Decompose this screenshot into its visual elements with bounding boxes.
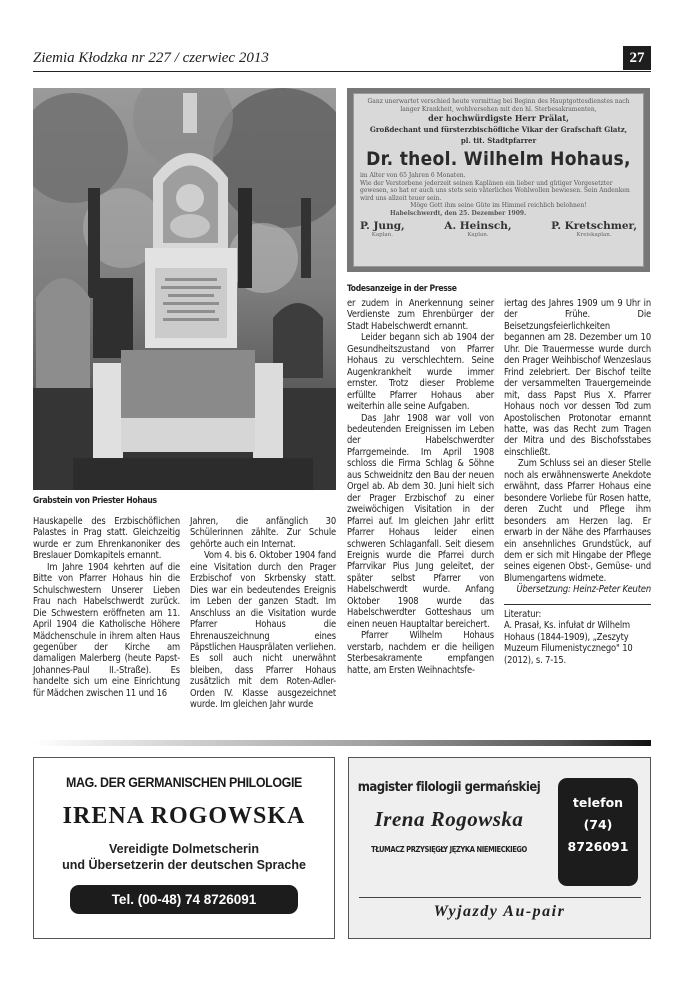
signature: A. Heinsch, Kaplan. — [444, 220, 512, 238]
ad-german-name: IRENA ROGOWSKA — [62, 803, 306, 829]
paragraph: Zum Schluss sei an dieser Stelle noch als erwähnenswerte Anekdote erwähnt, dass Pfarrer Hohaus eine besondere Vorliebe für Rosen hatte, deren Zucht und Pflege ihm besonders am Herzen lag. Er erwarb in der Nähe des Pfarrhauses ein ansehnliches Grundstück, auf dem er sich mit Hingabe der Pflege seines eigenen Obst-, Gemüse- und Blumengartens widmete. — [504, 458, 651, 584]
clipping-prayer: Möge Gott ihm seine Güte im Himmel reichlich belohnen! — [410, 202, 587, 209]
literature-divider — [504, 604, 651, 605]
article-column-4 — [504, 298, 651, 666]
clipping-intro: Ganz unerwartet verschied heute vormittag bei Beginn des Hauptgottesdienstes nach langer Krankheit, wohlversehen mit den hl. Sterbesakramenten, — [367, 98, 630, 113]
page-number: 27 — [623, 46, 651, 70]
ad-polish-footer: Wyjazdy Au-pair — [433, 903, 566, 920]
clipping-name: Dr. theol. Wilhelm Hohaus, — [366, 148, 631, 170]
ad-german-phone: Tel. (00-48) 74 8726091 — [70, 885, 298, 914]
paragraph: Jahren, die anfänglich 30 Schülerinnen zählte. Zur Schule gehörte auch ein Internat. — [190, 516, 336, 550]
ad-german-description: Vereidigte Dolmetscherin und Übersetzerin der deutschen Sprache — [62, 842, 306, 872]
ad-polish-title: magister filologii germańskiej — [357, 780, 541, 795]
translation-credit: Übersetzung: Heinz-Peter Keuten — [516, 584, 651, 596]
clipping-signatures — [360, 220, 637, 238]
article-column-3 — [347, 298, 494, 676]
paragraph: Im Jahre 1904 kehrten auf die Bitte von Pfarrer Hohaus hin die Schulschwestern Unserer Lieben Frau nach Habelschwerdt zurück. Die Schwestern eröffneten am 11. April 1904 die Katholische Höhere Mädchenschule in ihrem alten Haus gegenüber der Kirche am damaligen Malerberg (heute Papst-Johannes-Paul II.-Straße). Es handelte sich um eine Einrichtung für Mädchen zwischen 11 und 16 — [33, 561, 180, 699]
advertisement-german — [33, 757, 335, 939]
photo-caption: Grabstein von Priester Hohaus — [33, 496, 157, 506]
clipping-line1: der hochwürdigste Herr Prälat, — [428, 113, 569, 123]
paragraph: er zudem in Anerkennung seiner Verdienste zum Ehrenbürger der Stadt Habelschwerdt ernannt. — [347, 298, 494, 332]
clipping-place-date: Habelschwerdt, den 25. Dezember 1909. — [390, 209, 527, 217]
article-column-1 — [33, 516, 180, 699]
clipping-caption: Todesanzeige in der Presse — [347, 284, 457, 294]
paragraph: Pfarrer Wilhelm Hohaus verstarb, nachdem er die heiligen Sterbesakramente empfangen hatte, am Ersten Weihnachtsfe- — [347, 630, 494, 676]
gravestone-image — [33, 88, 336, 490]
ad-polish-subtitle: TŁUMACZ PRZYSIĘGŁY JĘZYKA NIEMIECKIEGO — [371, 845, 527, 854]
clipping-line2: Großdechant und fürsterzbischöfliche Vikar der Grafschaft Glatz, — [369, 125, 628, 134]
ad-polish-phone-box — [558, 778, 638, 886]
signature: P. Jung, Kaplan. — [360, 220, 405, 238]
gravestone-photo — [33, 88, 336, 490]
paragraph: Das Jahr 1908 war voll von bedeutenden Ereignissen im Leben der Habelschwerdter Pfarrgemeinde. Im April 1908 schloss die Firma Schlag & Söhne aus Schweidnitz den Bau der neuen Orgel ab. Ab dem 30. Juni hielt sich der Prager Erzbischof zu einer zweiwöchigen Visitation in der Pfarrei auf. Im gleichen Jahr erlitt Pfarrer Hohaus leider einen schweren Schlaganfall. Seit diesem Ereignis wurde die Pfarrei durch Pfarrvikar Pius Jung geleitet, der später selbst Pfarrer von Habelschwerdt wurde. Anfang Oktober 1908 wurde das Habelschwerdter Gotteshaus um einen neuen Hauptaltar bereichert. — [347, 412, 494, 630]
clipping-age: im Alter von 65 Jahren 6 Monaten. — [360, 172, 466, 179]
literature-reference: A. Prasał, Ks. infułat dr Wilhelm Hohaus (1844-1909), „Zeszyty Muzeum Filumenistycznego" 10 (2012), s. 7-15. — [504, 620, 633, 666]
phone-label: telefon — [572, 795, 624, 810]
phone-area-code: (74) — [583, 817, 613, 832]
ad-polish-text-block — [349, 758, 549, 854]
death-notice-clipping — [347, 88, 650, 272]
clipping-body: Wie der Verstorbene jederzeit seinen Kaplänen ein lieber und gütiger Vorgesetzter gewesen, so hat er auch uns stets sein väterliches Wohlwollen bewiesen. Sein Andenken wird uns allzeit teuer sein. — [360, 179, 630, 202]
article-column-2 — [190, 516, 336, 711]
signature: P. Kretschmer, Kreiskaplan. — [551, 220, 637, 238]
paragraph: Hauskapelle des Erzbischöflichen Palastes in Prag statt. Gleichzeitig wurde er zum Ehrenkanoniker des Breslauer Domkapitels ernannt. — [33, 516, 180, 562]
ad-polish-name: Irena Rogowska — [374, 807, 524, 831]
paragraph: Leider begann sich ab 1904 der Gesundheitszustand von Pfarrer Hohaus zu verschlechtern. Seine Augenkrankheit wurde immer ernster. Trotz dieser Probleme erfüllte Pfarrer Hohaus aber weiterhin alle seine Aufgaben. — [347, 332, 494, 413]
paragraph: iertag des Jahres 1909 um 9 Uhr in der Frühe. Die Beisetzungsfeierlichkeiten begannen am 28. Dezember um 10 Uhr. Die Trauermesse wurde durch den Prager Weihbischof Wenzeslaus Frind zelebriert. Der Bischof teilte der versammelten Trauergemeinde mit, dass Papst Pius X. Pfarrer Hohaus noch vor dessen Tod zum Apostolischen Protonotar ernannt hatte, was das Recht zum Tragen der Mitra und des Bischofsstabes einschließt. — [504, 298, 651, 458]
paragraph: Vom 4. bis 6. Oktober 1904 fand eine Visitation durch den Prager Erzbischof von Skrbensky statt. Dies war ein bedeutendes Ereignis im Leben der ganzen Stadt. Im Anschluss an die Visitation wurde Pfarrer Hohaus die Ehrenauszeichnung eines Päpstlichen Hausprälaten verliehen. Es soll auch nicht unerwähnt bleiben, dass Pfarrer Hohaus zusätzlich mit dem Roten-Adler-Orden IV. Klasse ausgezeichnet wurde. Im gleichen Jahr wurde — [190, 550, 336, 711]
ad-polish-divider — [359, 897, 641, 898]
literature-label: Literatur: — [504, 608, 542, 620]
section-divider-bar — [33, 740, 651, 746]
page-header — [33, 48, 651, 72]
advertisement-polish — [348, 757, 651, 939]
clipping-line3: pl. tit. Stadtpfarrer — [460, 136, 537, 145]
phone-number: 8726091 — [567, 839, 629, 854]
publication-title: Ziemia Kłodzka nr 227 / czerwiec 2013 — [33, 50, 269, 66]
ad-german-title: MAG. DER GERMANISCHEN PHILOLOGIE — [66, 775, 302, 790]
